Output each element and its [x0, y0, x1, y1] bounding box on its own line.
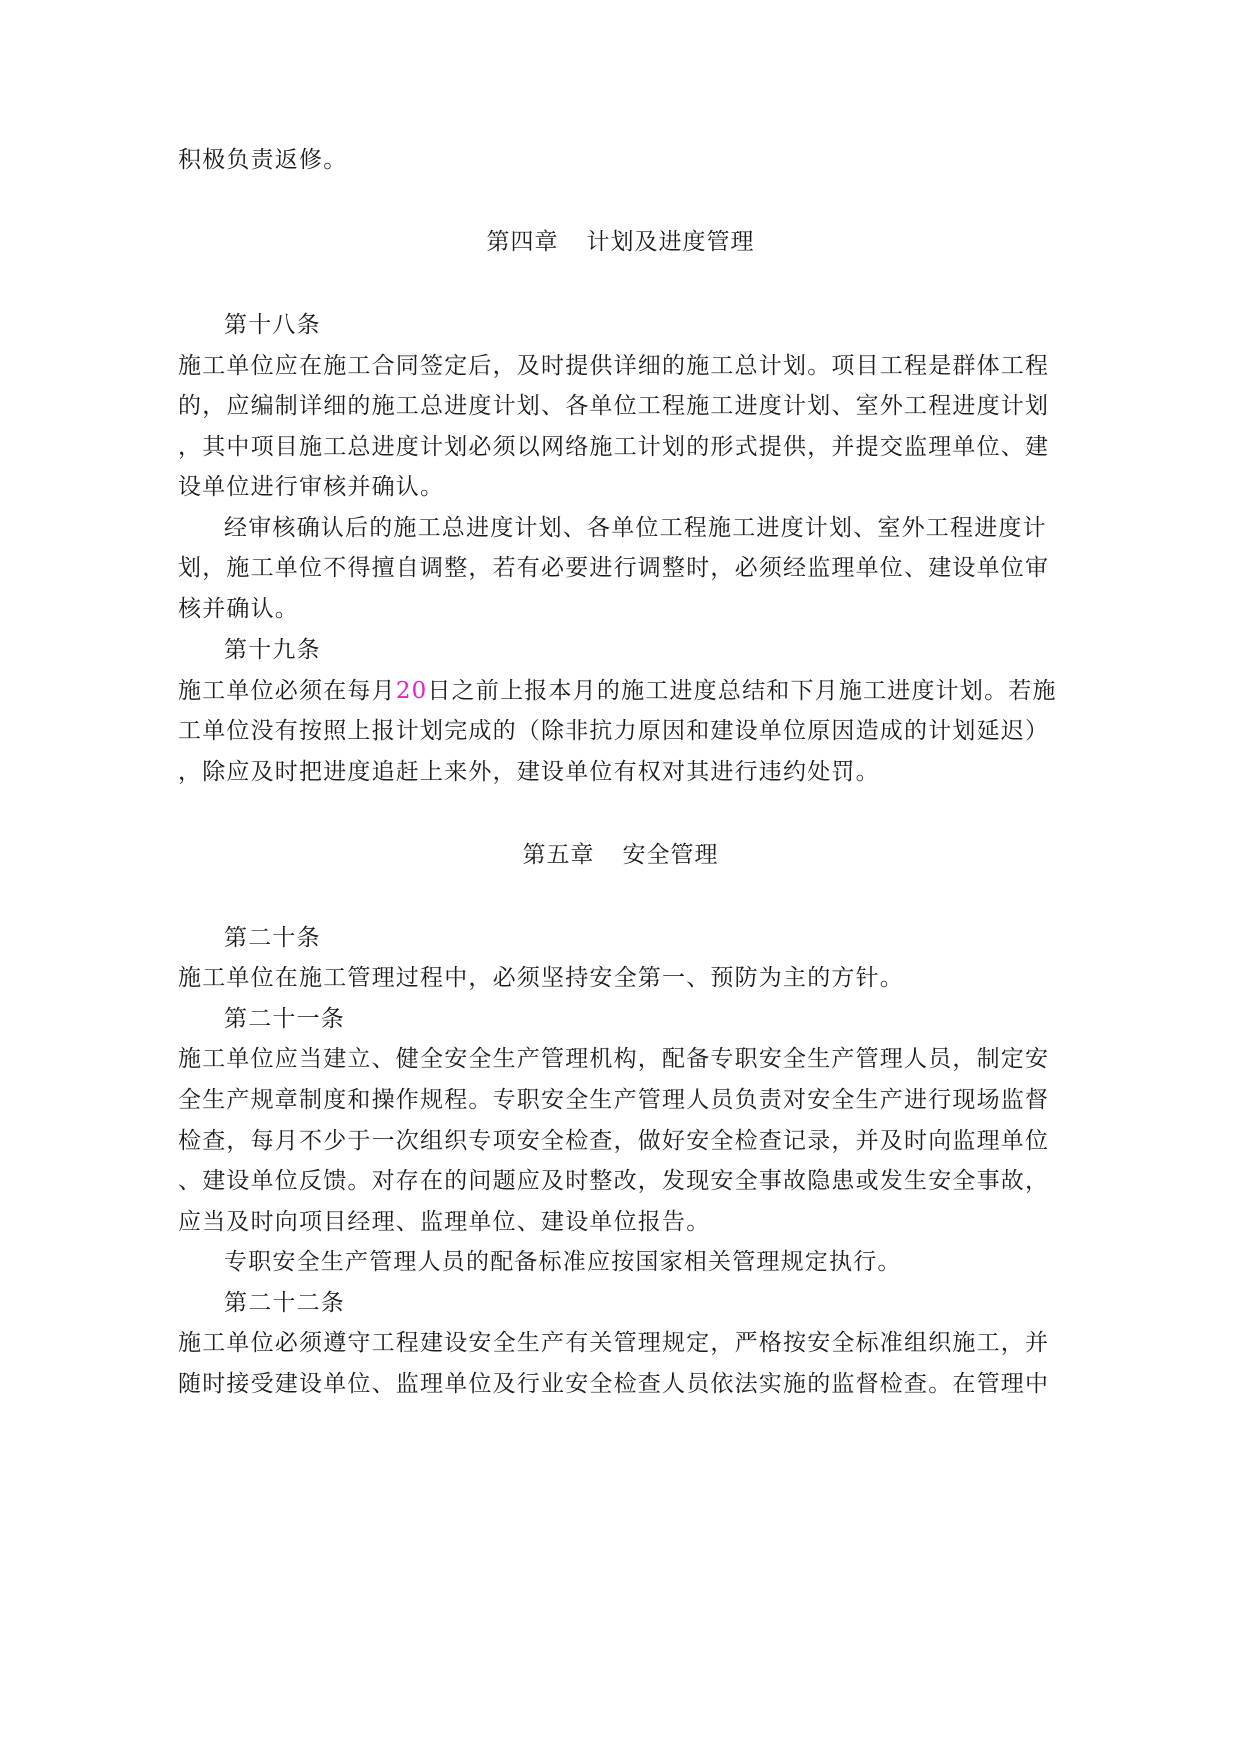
- chapter-5-heading: [0, 840, 1241, 870]
- paragraph-line: 施工单位应在施工合同签定后，及时提供详细的施工总计划。项目工程是群体工程: [178, 353, 1050, 379]
- paragraph-line: 积极负责返修。: [178, 147, 348, 173]
- paragraph-line: ，其中项目施工总进度计划必须以网络施工计划的形式提供，并提交监理单位、建: [178, 434, 1050, 460]
- chapter-4-heading: [0, 227, 1241, 257]
- paragraph-line: 划，施工单位不得擅自调整，若有必要进行调整时，必须经监理单位、建设单位审: [178, 555, 1050, 581]
- paragraph-line: 专职安全生产管理人员的配备标准应按国家相关管理规定执行。: [224, 1249, 902, 1275]
- text-segment: 施工单位必须在每月: [178, 678, 396, 704]
- chapter-number: 第四章: [486, 229, 559, 255]
- article-18-label: 第十八条: [224, 312, 321, 338]
- paragraph-line: 经审核确认后的施工总进度计划、各单位工程施工进度计划、室外工程进度计: [224, 515, 1047, 541]
- paragraph-line: 施工单位在施工管理过程中，必须坚持安全第一、预防为主的方针。: [178, 965, 904, 991]
- paragraph-line: 施工单位应当建立、健全安全生产管理机构，配备专职安全生产管理人员，制定安: [178, 1046, 1050, 1072]
- paragraph-line: 应当及时向项目经理、监理单位、建设单位报告。: [178, 1209, 711, 1235]
- chapter-title: 安全管理: [622, 842, 719, 868]
- paragraph-line: 工单位没有按照上报计划完成的（除非抗力原因和建设单位原因造成的计划延迟）: [178, 718, 1050, 744]
- article-19-label: 第十九条: [224, 637, 321, 663]
- paragraph-line: [178, 676, 1078, 706]
- paragraph-line: 检查，每月不少于一次组织专项安全检查，做好安全检查记录，并及时向监理单位: [178, 1128, 1050, 1154]
- chapter-number: 第五章: [522, 842, 595, 868]
- article-21-label: 第二十一条: [224, 1006, 345, 1032]
- paragraph-line: 随时接受建设单位、监理单位及行业安全检查人员依法实施的监督检查。在管理中: [178, 1371, 1050, 1397]
- paragraph-line: 施工单位必须遵守工程建设安全生产有关管理规定，严格按安全标准组织施工，并: [178, 1330, 1050, 1356]
- paragraph-line: 、建设单位反馈。对存在的问题应及时整改，发现安全事故隐患或发生安全事故，: [178, 1168, 1050, 1194]
- paragraph-line: ，除应及时把进度追赶上来外，建设单位有权对其进行违约处罚。: [178, 759, 880, 785]
- article-22-label: 第二十二条: [224, 1290, 345, 1316]
- text-segment: 日之前上报本月的施工进度总结和下月施工进度计划。若施: [427, 678, 1057, 704]
- paragraph-line: 设单位进行审核并确认。: [178, 474, 445, 500]
- highlighted-number: 20: [395, 678, 428, 704]
- paragraph-line: 核并确认。: [178, 596, 299, 622]
- paragraph-line: 全生产规章制度和操作规程。专职安全生产管理人员负责对安全生产进行现场监督: [178, 1087, 1050, 1113]
- paragraph-line: 的，应编制详细的施工总进度计划、各单位工程施工进度计划、室外工程进度计划: [178, 393, 1050, 419]
- chapter-title: 计划及进度管理: [586, 229, 755, 255]
- article-20-label: 第二十条: [224, 925, 321, 951]
